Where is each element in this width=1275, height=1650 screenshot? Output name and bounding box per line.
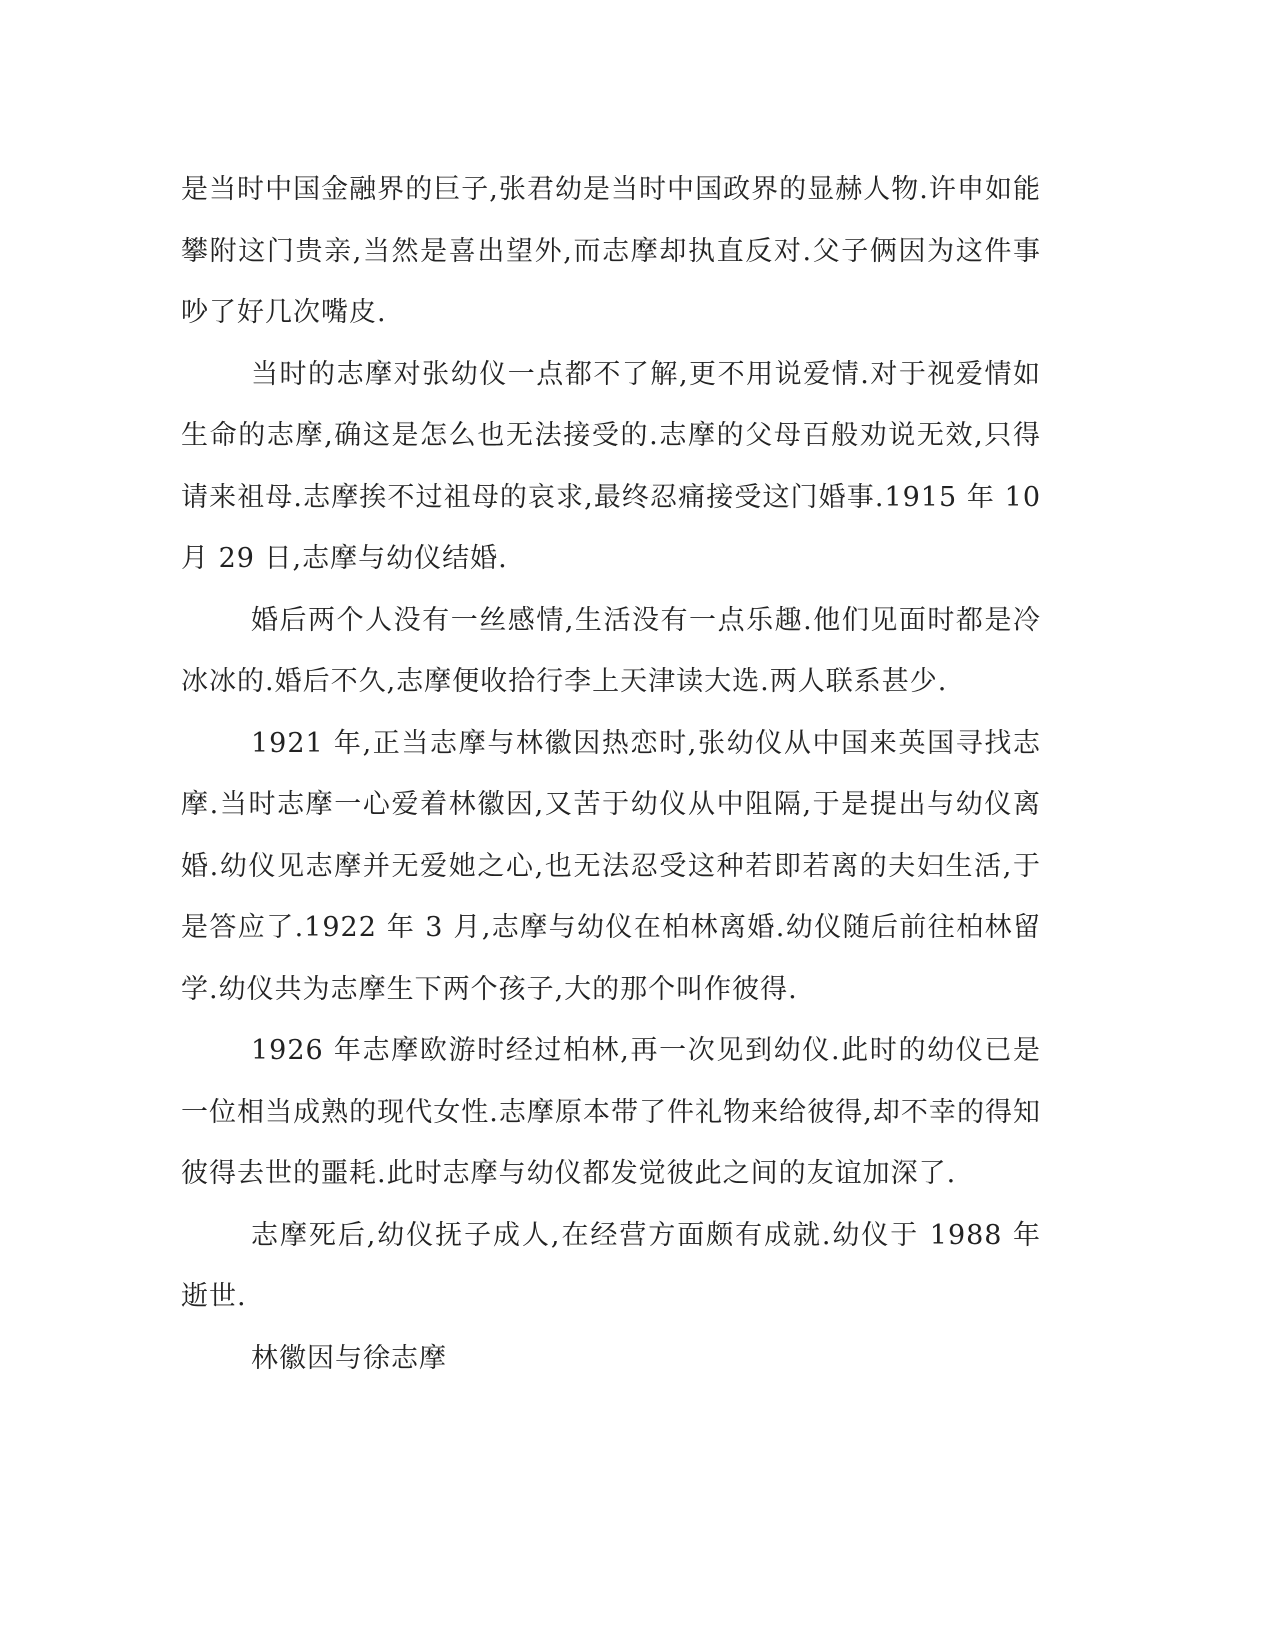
paragraph-2: 当时的志摩对张幼仪一点都不了解,更不用说爱情.对于视爱情如生命的志摩,确这是怎么也无法接受的.志摩的父母百般劝说无效,只得请来祖母.志摩挨不过祖母的哀求,最终忍痛接受这门婚事.1915 年 10 月 29 日,志摩与幼仪结婚.: [181, 358, 1041, 574]
paragraph-1: 是当时中国金融界的巨子,张君幼是当时中国政界的显赫人物.许申如能攀附这门贵亲,当然是喜出望外,而志摩却执直反对.父子俩因为这件事吵了好几次嘴皮.: [181, 174, 1041, 328]
paragraph-6: 志摩死后,幼仪抚子成人,在经营方面颇有成就.幼仪于 1988 年逝世.: [181, 1219, 1041, 1312]
document-body: [181, 159, 1041, 1389]
paragraph-3: 婚后两个人没有一丝感情,生活没有一点乐趣.他们见面时都是冷冰冰的.婚后不久,志摩便收拾行李上天津读大选.两人联系甚少.: [181, 604, 1041, 697]
paragraph-5: 1926 年志摩欧游时经过柏林,再一次见到幼仪.此时的幼仪已是一位相当成熟的现代女性.志摩原本带了件礼物来给彼得,却不幸的得知彼得去世的噩耗.此时志摩与幼仪都发觉彼此之间的友谊加深了.: [181, 1035, 1041, 1189]
paragraph-4: 1921 年,正当志摩与林徽因热恋时,张幼仪从中国来英国寻找志摩.当时志摩一心爱着林徽因,又苦于幼仪从中阻隔,于是提出与幼仪离婚.幼仪见志摩并无爱她之心,也无法忍受这种若即若离的夫妇生活,于是答应了.1922 年 3 月,志摩与幼仪在柏林离婚.幼仪随后前往柏林留学.幼仪共为志摩生下两个孩子,大的那个叫作彼得.: [181, 727, 1041, 1005]
section-heading: 林徽因与徐志摩: [251, 1342, 447, 1374]
